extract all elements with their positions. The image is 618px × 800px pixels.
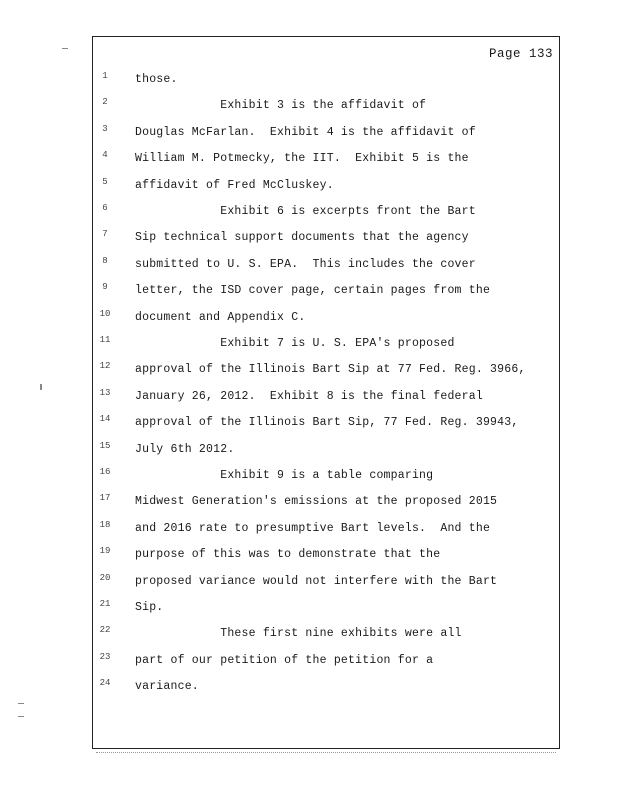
line-number: 4 — [102, 150, 108, 161]
line-number: 7 — [102, 229, 108, 240]
line-text: document and Appendix C. — [135, 310, 306, 324]
line-text: July 6th 2012. — [135, 442, 235, 456]
transcript-line — [93, 387, 559, 410]
line-text: variance. — [135, 680, 199, 694]
line-number: 21 — [99, 599, 111, 609]
line-text: letter, the ISD cover page, certain pages from the — [135, 284, 491, 298]
line-number: 6 — [102, 203, 108, 213]
line-text: Sip. — [135, 601, 164, 614]
line-text: William M. Potmecky, the IIT. Exhibit 5 is the — [135, 152, 469, 166]
line-number: 20 — [99, 572, 111, 583]
line-number: 3 — [102, 123, 108, 134]
transcript-page — [92, 36, 560, 749]
line-number: 19 — [99, 546, 111, 557]
transcript-line — [93, 440, 559, 463]
transcript-line — [93, 284, 559, 304]
line-number: 8 — [102, 255, 108, 266]
line-text: purpose of this was to demonstrate that the — [135, 548, 441, 562]
line-text: those. — [135, 73, 178, 86]
line-text: January 26, 2012. Exhibit 8 is the final federal — [135, 389, 483, 403]
line-text: affidavit of Fred McCluskey. — [135, 178, 334, 192]
line-text: These first nine exhibits were all — [135, 627, 462, 641]
line-text: Exhibit 6 is excerpts front the Bart — [135, 205, 476, 218]
line-number: 13 — [99, 387, 111, 398]
transcript-line — [93, 255, 559, 278]
line-number: 10 — [99, 308, 111, 319]
line-number: 14 — [99, 414, 111, 425]
margin-mark — [40, 384, 42, 390]
line-number: 18 — [99, 519, 111, 530]
transcript-line — [93, 548, 559, 568]
transcript-line — [93, 627, 559, 647]
line-text: submitted to U. S. EPA. This includes the cover — [135, 257, 476, 271]
page-number: Page 133 — [488, 47, 553, 61]
transcript-line — [93, 651, 559, 674]
line-text: and 2016 rate to presumptive Bart levels. And the — [135, 521, 491, 535]
scan-edge-line — [96, 752, 556, 754]
transcript-line — [93, 99, 559, 119]
line-number: 11 — [99, 335, 111, 345]
transcript-line — [93, 680, 559, 700]
transcript-line — [93, 73, 559, 93]
transcript-line — [93, 363, 559, 383]
line-number: 22 — [99, 625, 111, 636]
transcript-line — [93, 152, 559, 172]
margin-mark — [18, 703, 24, 704]
line-number: 9 — [102, 282, 108, 293]
margin-mark — [18, 716, 24, 717]
line-text: part of our petition of the petition for a — [135, 653, 434, 667]
transcript-line — [93, 308, 559, 331]
transcript-line — [93, 416, 559, 436]
line-text: proposed variance would not interfere with the Bart — [135, 574, 498, 588]
margin-mark — [62, 48, 68, 49]
line-number: 15 — [99, 440, 111, 451]
transcript-line — [93, 205, 559, 225]
line-text: Exhibit 3 is the affidavit of — [135, 99, 427, 113]
line-number: 23 — [99, 651, 111, 662]
transcript-line — [93, 572, 559, 595]
transcript-line — [93, 519, 559, 542]
line-number: 17 — [99, 493, 111, 504]
line-number: 24 — [99, 678, 111, 689]
transcript-line — [93, 495, 559, 515]
line-text: approval of the Illinois Bart Sip at 77 Fed. Reg. 3966, — [135, 363, 526, 377]
line-text: Midwest Generation's emissions at the proposed 2015 — [135, 495, 498, 509]
line-text: Sip technical support documents that the agency — [135, 231, 469, 245]
line-number: 2 — [102, 97, 108, 108]
line-text: Exhibit 9 is a table comparing — [135, 469, 434, 482]
transcript-line — [93, 601, 559, 621]
transcript-line — [93, 337, 559, 357]
transcript-line — [93, 123, 559, 146]
transcript-line — [93, 176, 559, 199]
line-number: 12 — [99, 361, 111, 372]
line-text: approval of the Illinois Bart Sip, 77 Fed. Reg. 39943, — [135, 416, 519, 430]
transcript-line — [93, 231, 559, 251]
transcript-line — [93, 469, 559, 489]
line-number: 1 — [102, 71, 108, 81]
line-text: Douglas McFarlan. Exhibit 4 is the affidavit of — [135, 125, 476, 139]
line-number: 16 — [99, 467, 111, 477]
line-number: 5 — [102, 176, 108, 187]
line-text: Exhibit 7 is U. S. EPA's proposed — [135, 337, 455, 350]
